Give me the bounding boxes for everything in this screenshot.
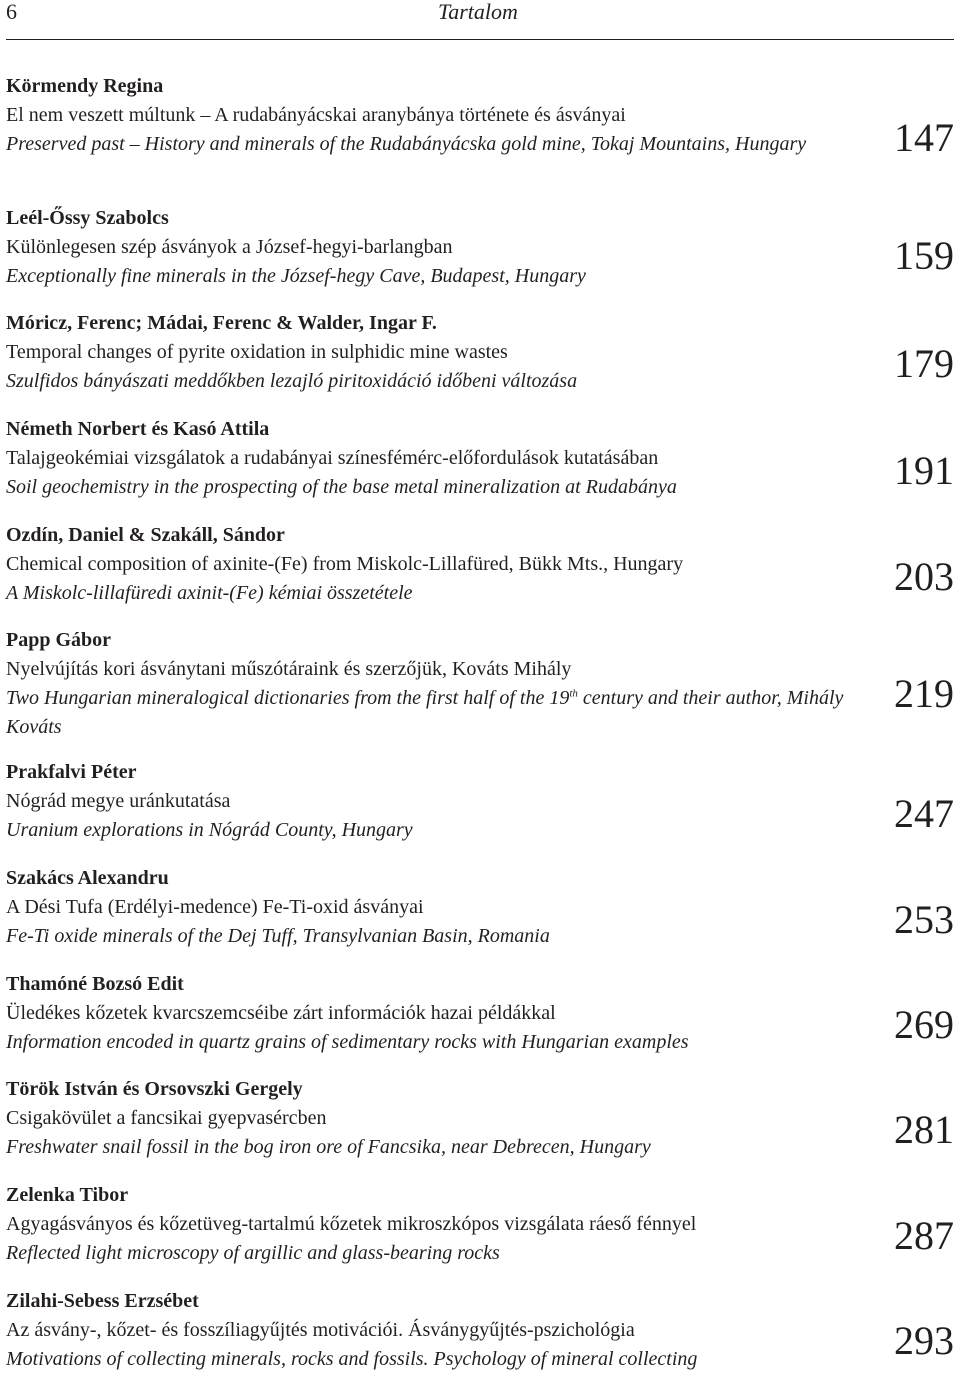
entry-title-secondary: Reflected light microscopy of argillic and glass-bearing rocks — [6, 1242, 500, 1264]
section-title: Tartalom — [438, 0, 518, 24]
entry-title-primary: Talajgeokémiai vizsgálatok a rudabányai színesfémérc-előfordulások kutatásában — [6, 447, 659, 469]
entry-title-secondary — [6, 684, 866, 742]
entry-title-secondary: Freshwater snail fossil in the bog iron ore of Fancsika, near Debrecen, Hungary — [6, 1136, 651, 1158]
entry-text — [6, 521, 866, 608]
entry-author: Török István és Orsovszki Gergely — [6, 1078, 303, 1100]
entry-author: Thamóné Bozsó Edit — [6, 973, 184, 995]
entry-page-number: 281 — [894, 1107, 954, 1152]
entry-page-number: 269 — [894, 1002, 954, 1047]
page-number: 6 — [6, 0, 17, 24]
entry-text — [6, 864, 866, 951]
entry-title-secondary: Fe-Ti oxide minerals of the Dej Tuff, Transylvanian Basin, Romania — [6, 925, 550, 947]
entry-page-number: 253 — [894, 897, 954, 942]
entry-title-primary: Üledékes kőzetek kvarcszemcséibe zárt információk hazai példákkal — [6, 1002, 556, 1024]
entry-text — [6, 1287, 866, 1374]
toc-entry — [6, 1287, 954, 1374]
entry-text — [6, 309, 866, 396]
entry-title-secondary: Preserved past – History and minerals of the Rudabányácska gold mine, Tokaj Mountains, Hungary — [6, 133, 807, 155]
toc-entry — [6, 72, 954, 159]
entry-title-primary: Különlegesen szép ásványok a József-hegyi-barlangban — [6, 236, 453, 258]
entry-author: Prakfalvi Péter — [6, 761, 137, 783]
entry-title-primary: A Dési Tufa (Erdélyi-medence) Fe-Ti-oxid ásványai — [6, 896, 424, 918]
entry-title-secondary: Szulfidos bányászati meddőkben lezajló piritoxidáció időbeni változása — [6, 370, 578, 392]
toc-entry — [6, 309, 954, 396]
entry-title-primary: Agyagásványos és kőzetüveg-tartalmú kőzetek mikroszkópos vizsgálata ráeső fénnyel — [6, 1213, 697, 1235]
entry-author: Zelenka Tibor — [6, 1184, 129, 1206]
entry-author: Szakács Alexandru — [6, 867, 169, 889]
entry-text — [6, 626, 866, 742]
entry-page-number: 159 — [894, 233, 954, 278]
entry-page-number: 219 — [894, 671, 954, 716]
entry-author: Körmendy Regina — [6, 75, 164, 97]
entry-title-secondary: A Miskolc-lillafüredi axinit-(Fe) kémiai összetétele — [6, 582, 413, 604]
entry-title-primary: Temporal changes of pyrite oxidation in sulphidic mine wastes — [6, 341, 508, 363]
toc-entry — [6, 970, 954, 1057]
entry-title-secondary: Soil geochemistry in the prospecting of the base metal mineralization at Rudabánya — [6, 476, 677, 498]
entry-title-secondary: Exceptionally fine minerals in the József-hegy Cave, Budapest, Hungary — [6, 265, 586, 287]
entry-title-secondary-part: century and their author, Mihály Kováts — [6, 687, 844, 738]
entry-title-primary: Nógrád megye uránkutatása — [6, 790, 231, 812]
entry-title-primary: Az ásvány-, kőzet- és fosszíliagyűjtés motivációi. Ásványgyűjtés-pszichológia — [6, 1319, 635, 1341]
entry-author: Móricz, Ferenc; Mádai, Ferenc & Walder, Ingar F. — [6, 312, 437, 334]
entry-page-number: 203 — [894, 554, 954, 599]
entry-title-primary: Nyelvújítás kori ásványtani műszótáraink és szerzőjük, Kováts Mihály — [6, 658, 572, 680]
entry-author: Ozdín, Daniel & Szakáll, Sándor — [6, 524, 285, 546]
entry-page-number: 179 — [894, 341, 954, 386]
entry-author: Leél-Őssy Szabolcs — [6, 207, 169, 229]
entry-text — [6, 415, 866, 502]
entry-title-primary: El nem veszett múltunk – A rudabányácskai aranybánya története és ásványai — [6, 104, 626, 126]
entry-text — [6, 1075, 866, 1162]
toc-entry — [6, 521, 954, 608]
entry-title-superscript: th — [569, 687, 578, 700]
toc-entry — [6, 758, 954, 845]
entry-page-number: 293 — [894, 1318, 954, 1363]
toc-entry — [6, 1075, 954, 1162]
entry-title-secondary: Uranium explorations in Nógrád County, Hungary — [6, 819, 413, 841]
entry-title-secondary-part: Two Hungarian mineralogical dictionaries from the first half of the 19 — [6, 687, 570, 709]
entry-text — [6, 970, 866, 1057]
toc-entry — [6, 415, 954, 502]
entry-author: Papp Gábor — [6, 629, 112, 651]
toc-entry — [6, 626, 954, 742]
toc-entry — [6, 204, 954, 291]
entry-page-number: 147 — [894, 115, 954, 160]
entry-author: Németh Norbert és Kasó Attila — [6, 418, 270, 440]
running-head — [6, 0, 954, 40]
header-rule — [6, 39, 954, 40]
entry-text — [6, 72, 866, 159]
toc-entry — [6, 1181, 954, 1268]
entry-title-primary: Csigakövület a fancsikai gyepvasércben — [6, 1107, 327, 1129]
entry-text — [6, 1181, 866, 1268]
entry-page-number: 191 — [894, 448, 954, 493]
entry-text — [6, 758, 866, 845]
entry-author: Zilahi-Sebess Erzsébet — [6, 1290, 199, 1312]
entry-title-secondary: Motivations of collecting minerals, rocks and fossils. Psychology of mineral collecting — [6, 1348, 698, 1370]
entry-page-number: 247 — [894, 791, 954, 836]
entry-page-number: 287 — [894, 1213, 954, 1258]
toc-entry — [6, 864, 954, 951]
entry-title-primary: Chemical composition of axinite-(Fe) from Miskolc-Lillafüred, Bükk Mts., Hungary — [6, 553, 684, 575]
entry-text — [6, 204, 866, 291]
entry-title-secondary: Information encoded in quartz grains of sedimentary rocks with Hungarian examples — [6, 1031, 689, 1053]
